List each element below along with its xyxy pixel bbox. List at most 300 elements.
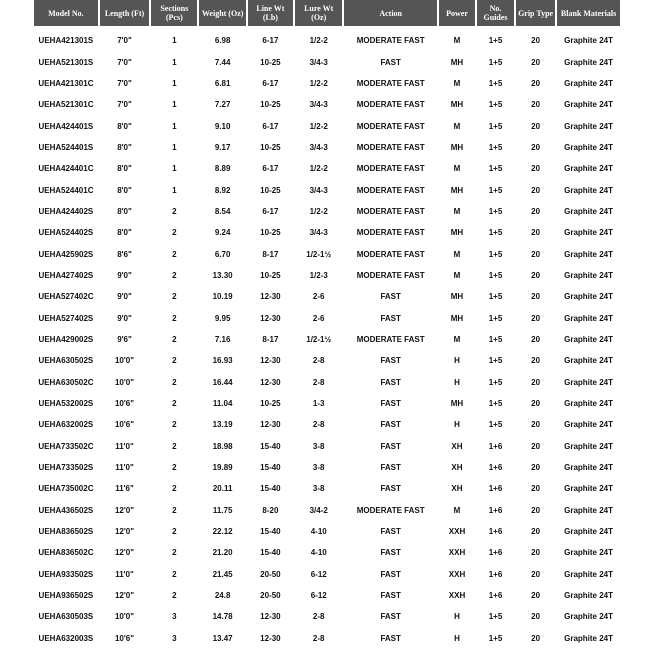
column-header: Action [344,0,437,26]
sections-cell: 1 [172,142,177,152]
line-wt-cell: 12-30 [260,633,281,643]
table-row [34,436,620,457]
line-wt-cell: 8-17 [262,334,279,344]
grip-type-cell: 20 [531,569,541,579]
grip-type-cell: 20 [531,527,541,537]
blank-materials-cell: Graphite 24T [564,484,614,494]
length-cell: 11'0" [115,463,134,473]
table-row [34,265,620,286]
power-cell: M [453,505,461,515]
blank-materials-cell: Graphite 24T [564,228,614,238]
blank-materials-cell: Graphite 24T [564,377,614,387]
length-cell: 11'6" [115,484,134,494]
power-cell: M [453,206,461,216]
table-row [34,350,620,371]
sections-cell: 1 [172,78,177,88]
length-cell: 9'0" [117,270,132,280]
line-wt-cell: 12-30 [260,356,281,366]
table-row [34,307,620,328]
model-no-cell: UEHA421301C [38,78,94,88]
length-cell: 12'0" [114,591,135,601]
power-cell: XXH [448,591,466,601]
table-row [34,521,620,542]
lure-wt-cell: 3-8 [312,463,325,473]
power-cell: M [453,164,461,174]
weight-cell: 24.8 [214,591,231,601]
line-wt-cell: 10-25 [260,142,281,152]
no-guides-cell: 1+6 [488,569,503,579]
sections-cell: 1 [172,121,177,131]
table-row [34,51,620,72]
line-wt-cell: 10-25 [260,228,281,238]
no-guides-cell: 1+5 [488,206,503,216]
weight-cell: 7.27 [214,100,231,110]
grip-type-cell: 20 [531,548,541,558]
power-cell: M [453,249,461,259]
grip-type-cell: 20 [531,356,541,366]
sections-cell: 2 [172,569,177,579]
line-wt-cell: 10-25 [260,399,281,409]
action-cell: MODERATE FAST [356,249,425,259]
table-row [34,286,620,307]
action-cell: MODERATE FAST [356,185,425,195]
no-guides-cell: 1+6 [488,463,503,473]
model-no-cell: UEHA429002S [38,334,94,344]
action-cell: MODERATE FAST [356,142,425,152]
action-cell: FAST [380,527,401,537]
table-row [34,137,620,158]
table-row [34,94,620,115]
length-cell: 8'0" [117,228,132,238]
power-cell: H [454,420,460,430]
weight-cell: 11.04 [212,399,233,409]
power-cell: M [453,270,461,280]
blank-materials-cell: Graphite 24T [564,591,614,601]
weight-cell: 21.45 [212,569,233,579]
line-wt-cell: 6-17 [262,164,279,174]
lure-wt-cell: 1/2-1½ [306,334,332,344]
blank-materials-cell: Graphite 24T [564,100,614,110]
no-guides-cell: 1+5 [488,142,503,152]
power-cell: H [454,377,460,387]
action-cell: FAST [380,548,401,558]
header-row [34,0,620,26]
blank-materials-cell: Graphite 24T [564,441,614,451]
action-cell: FAST [380,612,401,622]
lure-wt-cell: 3/4-3 [309,185,328,195]
lure-wt-cell: 3/4-3 [309,100,328,110]
column-header: No. Guides [477,0,514,26]
model-no-cell: UEHA436502S [38,505,94,515]
sections-cell: 1 [172,57,177,67]
no-guides-cell: 1+5 [488,334,503,344]
lure-wt-cell: 1/2-2 [309,164,328,174]
weight-cell: 8.89 [214,164,231,174]
sections-cell: 2 [172,484,177,494]
grip-type-cell: 20 [531,228,541,238]
lure-wt-cell: 4-10 [310,548,327,558]
grip-type-cell: 20 [531,313,541,323]
table-row [34,329,620,350]
length-cell: 11'0" [115,441,134,451]
action-cell: FAST [380,356,401,366]
length-cell: 10'0" [114,377,135,387]
length-cell: 9'0" [117,292,132,302]
action-cell: FAST [380,420,401,430]
grip-type-cell: 20 [531,399,541,409]
lure-wt-cell: 1/2-3 [309,270,328,280]
no-guides-cell: 1+5 [488,228,503,238]
length-cell: 7'0" [117,36,132,46]
line-wt-cell: 20-50 [260,569,281,579]
action-cell: MODERATE FAST [356,78,425,88]
lure-wt-cell: 3/4-3 [309,228,328,238]
line-wt-cell: 12-30 [260,420,281,430]
column-header: Weight (Oz) [199,0,245,26]
weight-cell: 20.11 [212,484,233,494]
grip-type-cell: 20 [531,334,541,344]
grip-type-cell: 20 [531,591,541,601]
power-cell: MH [450,100,464,110]
column-header: Blank Materials [557,0,620,26]
no-guides-cell: 1+6 [488,591,503,601]
no-guides-cell: 1+5 [488,420,503,430]
blank-materials-cell: Graphite 24T [564,313,614,323]
action-cell: FAST [380,313,401,323]
lure-wt-cell: 2-8 [312,356,325,366]
line-wt-cell: 8-20 [262,505,279,515]
sections-cell: 2 [172,292,177,302]
power-cell: MH [450,292,464,302]
table-row [34,243,620,264]
line-wt-cell: 15-40 [260,463,281,473]
table-row [34,500,620,521]
action-cell: FAST [380,463,401,473]
lure-wt-cell: 6-12 [310,591,327,601]
blank-materials-cell: Graphite 24T [564,36,614,46]
sections-cell: 1 [172,100,177,110]
table-header [34,0,620,26]
no-guides-cell: 1+5 [488,633,503,643]
no-guides-cell: 1+5 [488,185,503,195]
weight-cell: 22.12 [212,527,233,537]
length-cell: 8'0" [117,206,132,216]
blank-materials-cell: Graphite 24T [564,548,614,558]
grip-type-cell: 20 [531,100,541,110]
sections-cell: 2 [172,548,177,558]
model-no-cell: UEHA427402S [38,270,94,280]
power-cell: M [453,121,461,131]
sections-cell: 3 [172,612,177,622]
table-row [34,542,620,563]
no-guides-cell: 1+6 [488,484,503,494]
blank-materials-cell: Graphite 24T [564,505,614,515]
blank-materials-cell: Graphite 24T [564,164,614,174]
weight-cell: 21.20 [212,548,233,558]
length-cell: 9'0" [117,313,132,323]
model-no-cell: UEHA532002S [38,399,94,409]
blank-materials-cell: Graphite 24T [564,633,614,643]
action-cell: MODERATE FAST [356,100,425,110]
length-cell: 11'0" [115,569,134,579]
power-cell: H [454,633,460,643]
sections-cell: 2 [172,313,177,323]
table-row [34,73,620,94]
action-cell: MODERATE FAST [356,334,425,344]
weight-cell: 10.19 [212,292,233,302]
model-no-cell: UEHA733502C [38,441,94,451]
action-cell: FAST [380,591,401,601]
table-row [34,30,620,51]
no-guides-cell: 1+5 [488,292,503,302]
line-wt-cell: 6-17 [262,121,279,131]
weight-cell: 6.70 [214,249,231,259]
length-cell: 7'0" [117,57,132,67]
action-cell: FAST [380,569,401,579]
line-wt-cell: 10-25 [260,185,281,195]
lure-wt-cell: 2-6 [312,313,325,323]
line-wt-cell: 15-40 [260,484,281,494]
model-no-cell: UEHA524401C [38,185,94,195]
no-guides-cell: 1+5 [488,249,503,259]
weight-cell: 8.54 [214,206,231,216]
sections-cell: 3 [172,633,177,643]
no-guides-cell: 1+5 [488,377,503,387]
no-guides-cell: 1+5 [488,100,503,110]
line-wt-cell: 12-30 [260,377,281,387]
weight-cell: 7.16 [214,334,231,344]
grip-type-cell: 20 [531,36,541,46]
power-cell: M [453,334,461,344]
weight-cell: 9.95 [214,313,231,323]
column-header: Length (Ft) [100,0,149,26]
sections-cell: 1 [172,185,177,195]
action-cell: MODERATE FAST [356,270,425,280]
weight-cell: 9.17 [214,142,231,152]
lure-wt-cell: 1/2-1½ [306,249,332,259]
model-no-cell: UEHA527402S [38,313,94,323]
column-header: Power [439,0,475,26]
line-wt-cell: 10-25 [260,100,281,110]
grip-type-cell: 20 [531,249,541,259]
grip-type-cell: 20 [531,270,541,280]
sections-cell: 2 [172,505,177,515]
model-no-cell: UEHA424401S [38,121,94,131]
length-cell: 10'6" [114,420,135,430]
action-cell: MODERATE FAST [356,228,425,238]
weight-cell: 9.10 [214,121,231,131]
sections-cell: 2 [172,420,177,430]
length-cell: 8'6" [117,249,132,259]
length-cell: 8'0" [117,164,132,174]
grip-type-cell: 20 [531,441,541,451]
weight-cell: 7.44 [214,57,231,67]
no-guides-cell: 1+5 [488,57,503,67]
table-row [34,201,620,222]
weight-cell: 16.44 [212,377,233,387]
table-row [34,478,620,499]
table-row [34,222,620,243]
column-header: Line Wt (Lb) [248,0,293,26]
model-no-cell: UEHA521301S [38,57,94,67]
action-cell: FAST [380,633,401,643]
table-row [34,414,620,435]
blank-materials-cell: Graphite 24T [564,399,614,409]
action-cell: MODERATE FAST [356,505,425,515]
line-wt-cell: 6-17 [262,78,279,88]
weight-cell: 18.98 [212,441,233,451]
grip-type-cell: 20 [531,164,541,174]
grip-type-cell: 20 [531,633,541,643]
model-no-cell: UEHA424401C [38,164,94,174]
table-row [34,158,620,179]
line-wt-cell: 12-30 [260,612,281,622]
length-cell: 9'6" [117,334,132,344]
line-wt-cell: 12-30 [260,292,281,302]
line-wt-cell: 10-25 [260,57,281,67]
weight-cell: 8.92 [214,185,231,195]
line-wt-cell: 6-17 [262,36,279,46]
model-no-cell: UEHA424402S [38,206,94,216]
lure-wt-cell: 3-8 [312,441,325,451]
weight-cell: 16.93 [212,356,233,366]
length-cell: 10'6" [114,633,135,643]
table-row [34,393,620,414]
weight-cell: 13.47 [212,633,233,643]
model-no-cell: UEHA630502C [38,377,94,387]
grip-type-cell: 20 [531,185,541,195]
length-cell: 7'0" [117,100,132,110]
grip-type-cell: 20 [531,78,541,88]
model-no-cell: UEHA524402S [38,228,94,238]
column-header: Lure Wt (Oz) [295,0,342,26]
grip-type-cell: 20 [531,57,541,67]
lure-wt-cell: 2-6 [312,292,325,302]
grip-type-cell: 20 [531,292,541,302]
sections-cell: 2 [172,463,177,473]
length-cell: 8'0" [117,121,132,131]
sections-cell: 2 [172,441,177,451]
blank-materials-cell: Graphite 24T [564,57,614,67]
line-wt-cell: 15-40 [260,527,281,537]
table-row [34,457,620,478]
length-cell: 10'0" [114,612,135,622]
length-cell: 12'0" [114,505,135,515]
action-cell: MODERATE FAST [356,121,425,131]
blank-materials-cell: Graphite 24T [564,249,614,259]
weight-cell: 13.30 [212,270,233,280]
grip-type-cell: 20 [531,142,541,152]
weight-cell: 9.24 [214,228,231,238]
power-cell: H [454,612,460,622]
grip-type-cell: 20 [531,484,541,494]
no-guides-cell: 1+5 [488,399,503,409]
power-cell: MH [450,142,464,152]
model-no-cell: UEHA630503S [38,612,94,622]
grip-type-cell: 20 [531,377,541,387]
grip-type-cell: 20 [531,612,541,622]
lure-wt-cell: 2-8 [312,377,325,387]
power-cell: M [453,36,461,46]
length-cell: 12'0" [114,548,135,558]
model-no-cell: UEHA936502S [38,591,94,601]
sections-cell: 2 [172,228,177,238]
length-cell: 10'0" [114,356,135,366]
blank-materials-cell: Graphite 24T [564,569,614,579]
power-cell: XH [451,484,463,494]
column-header: Sections (Pcs) [151,0,197,26]
model-no-cell: UEHA632002S [38,420,94,430]
lure-wt-cell: 1/2-2 [309,121,328,131]
table-row [34,179,620,200]
action-cell: MODERATE FAST [356,164,425,174]
weight-cell: 13.19 [212,420,233,430]
model-no-cell: UEHA521301C [38,100,94,110]
grip-type-cell: 20 [531,420,541,430]
model-no-cell: UEHA527402C [38,292,94,302]
weight-cell: 6.98 [214,36,231,46]
column-header: Grip Type [516,0,555,26]
no-guides-cell: 1+6 [488,548,503,558]
no-guides-cell: 1+5 [488,270,503,280]
lure-wt-cell: 2-8 [312,612,325,622]
grip-type-cell: 20 [531,206,541,216]
power-cell: XH [451,463,463,473]
blank-materials-cell: Graphite 24T [564,356,614,366]
blank-materials-cell: Graphite 24T [564,121,614,131]
no-guides-cell: 1+6 [488,505,503,515]
no-guides-cell: 1+5 [488,121,503,131]
sections-cell: 2 [172,270,177,280]
length-cell: 10'6" [114,399,135,409]
lure-wt-cell: 1-3 [312,399,325,409]
lure-wt-cell: 1/2-2 [309,36,328,46]
lure-wt-cell: 3/4-3 [309,57,328,67]
model-no-cell: UEHA836502S [38,527,94,537]
sections-cell: 2 [172,356,177,366]
model-no-cell: UEHA421301S [38,36,94,46]
no-guides-cell: 1+5 [488,36,503,46]
sections-cell: 2 [172,527,177,537]
action-cell: FAST [380,292,401,302]
no-guides-cell: 1+5 [488,612,503,622]
weight-cell: 14.78 [212,612,233,622]
power-cell: MH [450,228,464,238]
power-cell: XXH [448,527,466,537]
sections-cell: 1 [172,164,177,174]
table-row [34,628,620,649]
lure-wt-cell: 3/4-3 [309,142,328,152]
power-cell: MH [450,313,464,323]
blank-materials-cell: Graphite 24T [564,142,614,152]
blank-materials-cell: Graphite 24T [564,420,614,430]
model-no-cell: UEHA524401S [38,142,94,152]
weight-cell: 6.81 [214,78,231,88]
action-cell: FAST [380,57,401,67]
sections-cell: 2 [172,591,177,601]
action-cell: MODERATE FAST [356,206,425,216]
blank-materials-cell: Graphite 24T [564,270,614,280]
length-cell: 8'0" [117,142,132,152]
lure-wt-cell: 3-8 [312,484,325,494]
line-wt-cell: 15-40 [260,548,281,558]
blank-materials-cell: Graphite 24T [564,292,614,302]
blank-materials-cell: Graphite 24T [564,463,614,473]
blank-materials-cell: Graphite 24T [564,78,614,88]
action-cell: FAST [380,441,401,451]
no-guides-cell: 1+5 [488,164,503,174]
grip-type-cell: 20 [531,463,541,473]
